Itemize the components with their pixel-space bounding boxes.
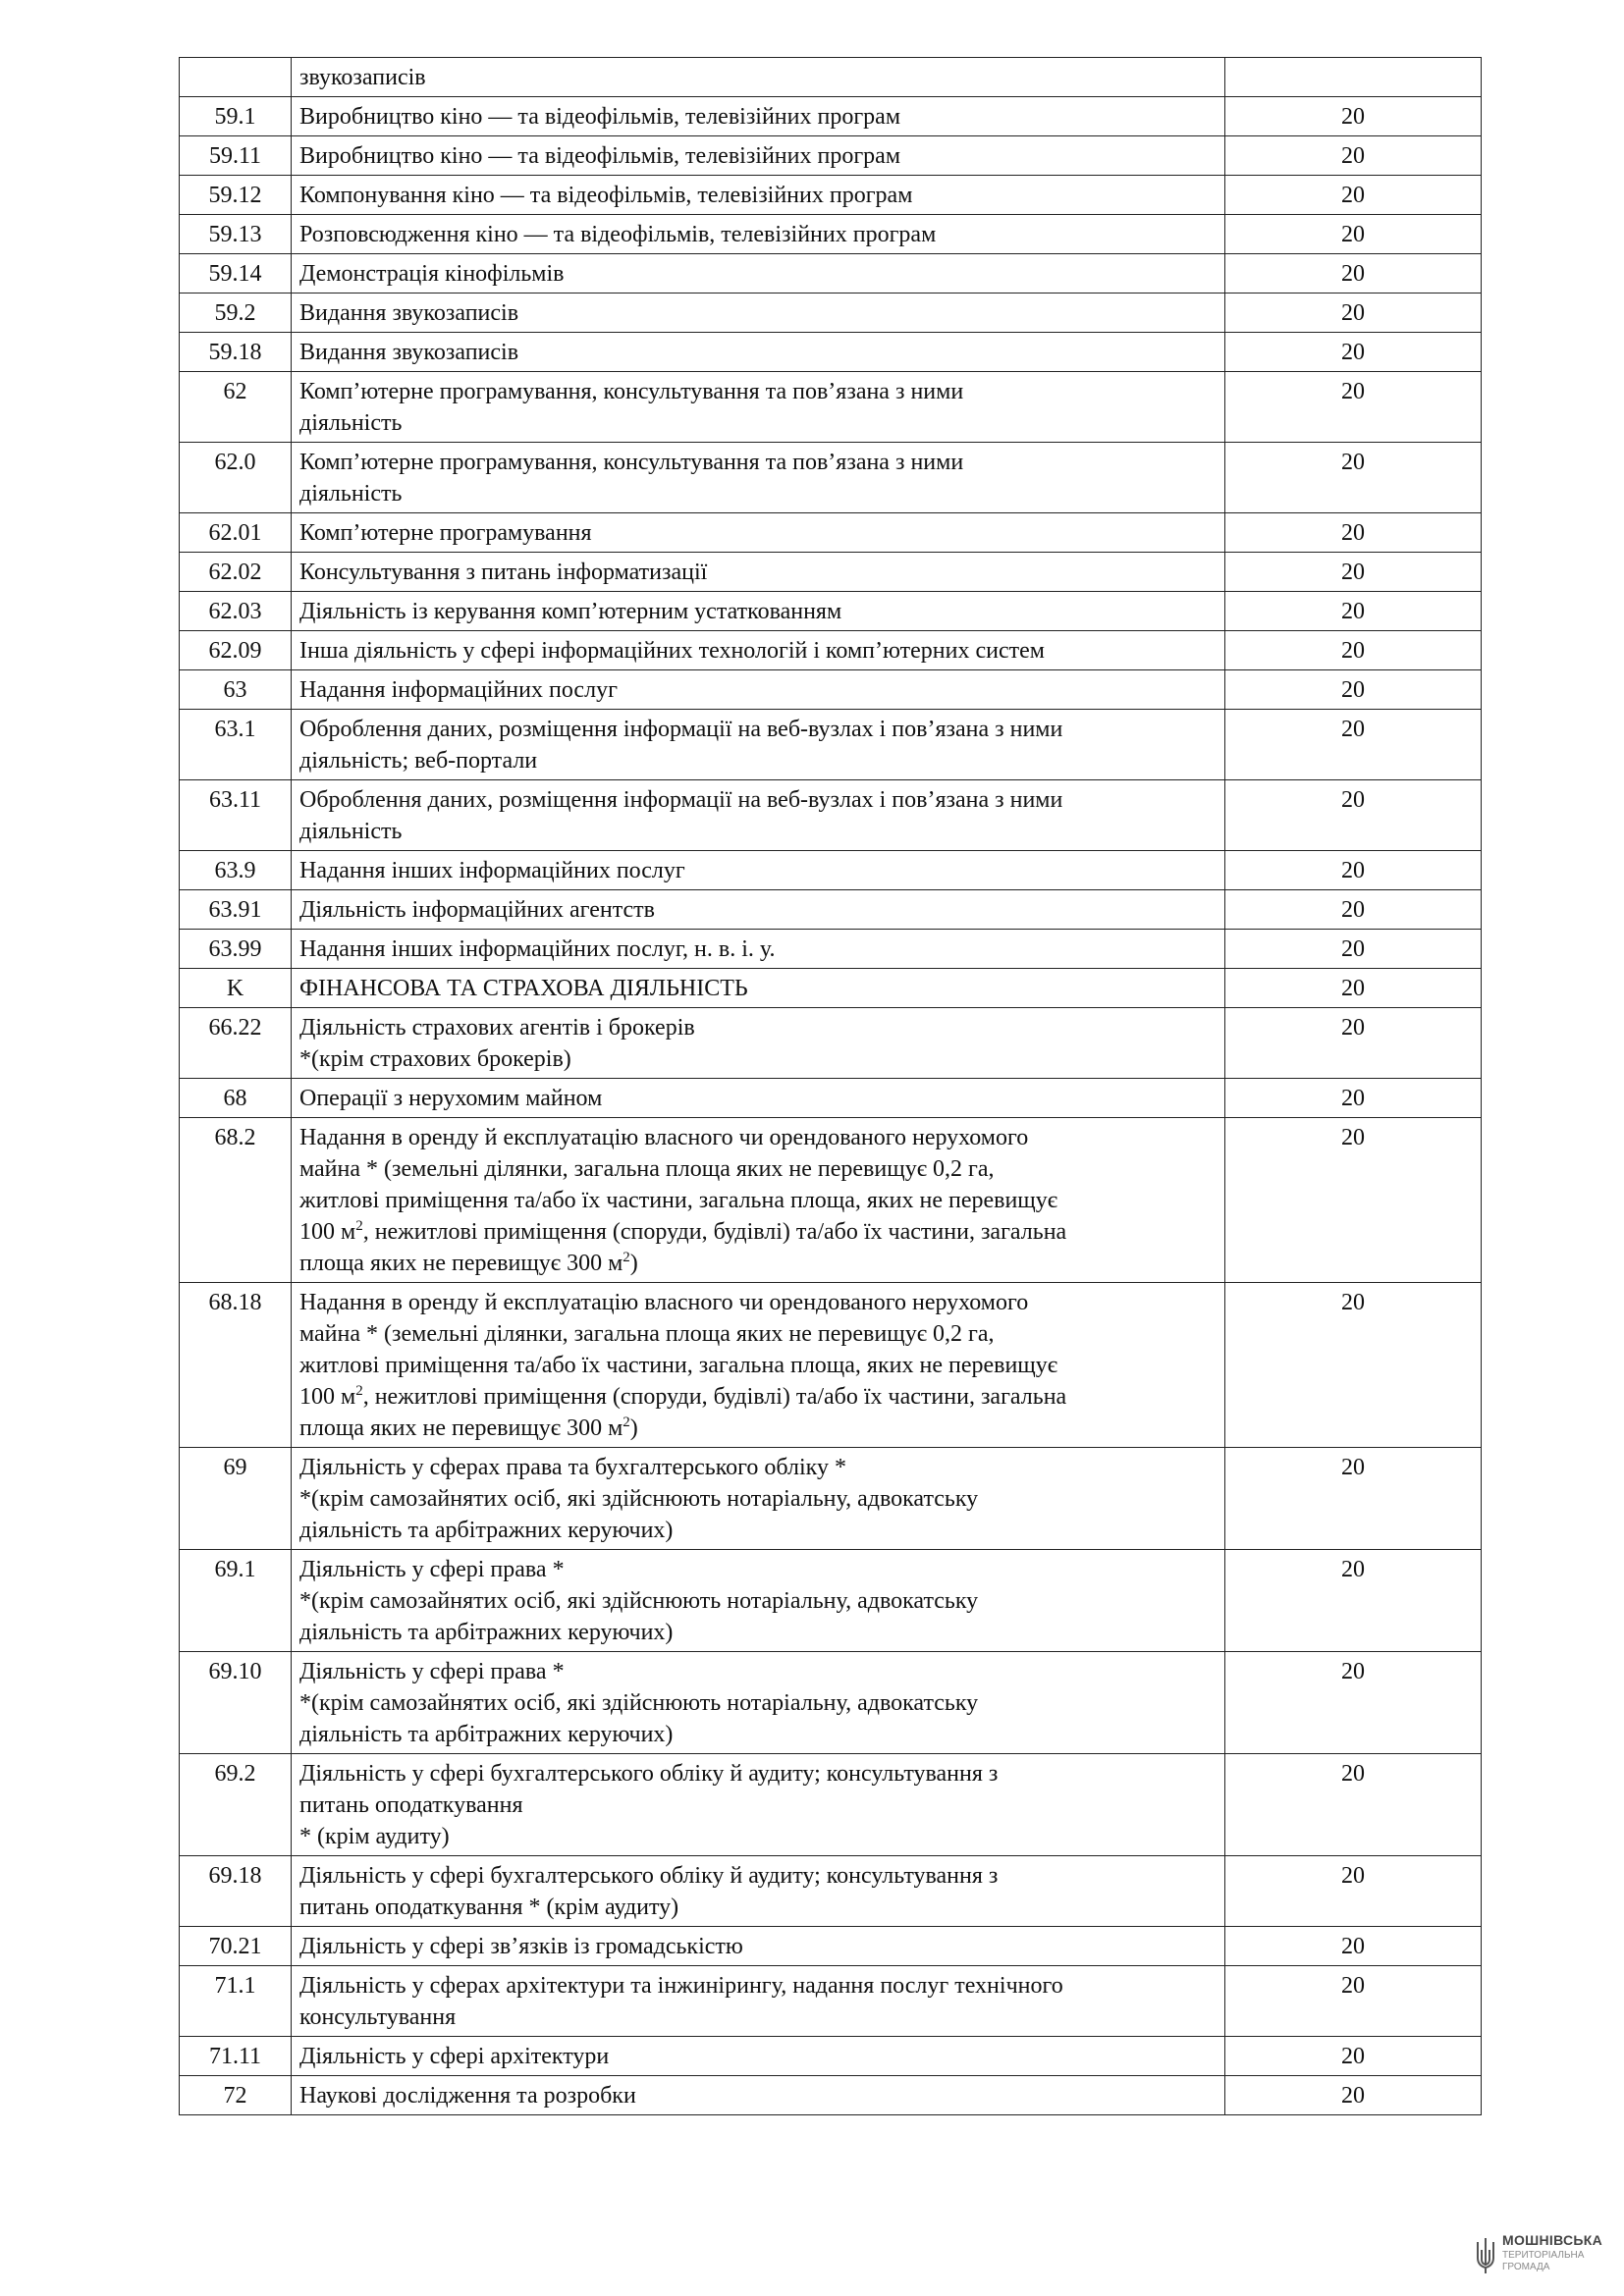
table-row	[180, 780, 1482, 851]
description-line: Діяльність у сфері архітектури	[299, 2044, 610, 2069]
superscript-2: 2	[623, 1415, 630, 1430]
activity-code: 59.1	[180, 97, 292, 136]
table-row	[180, 1283, 1482, 1448]
table-row	[180, 1966, 1482, 2037]
superscript-2: 2	[623, 1250, 630, 1265]
table-row	[180, 1079, 1482, 1118]
description-line: діяльність та арбітражних керуючих)	[299, 1518, 674, 1543]
activity-code: 70.21	[180, 1927, 292, 1966]
description-line: Надання в оренду й експлуатацію власного чи орендованого нерухомого	[299, 1125, 1029, 1150]
tax-rate: 20	[1225, 1754, 1482, 1856]
table-row	[180, 2037, 1482, 2076]
table-row	[180, 2076, 1482, 2115]
activity-description	[292, 513, 1225, 553]
activity-code: 68.2	[180, 1118, 292, 1283]
activity-description	[292, 136, 1225, 176]
description-line: Виробництво кіно — та відеофільмів, телевізійних програм	[299, 143, 901, 169]
activity-code: 71.11	[180, 2037, 292, 2076]
description-line: питань оподаткування * (крім аудиту)	[299, 1895, 679, 1920]
table-row	[180, 333, 1482, 372]
activity-code: 63.1	[180, 710, 292, 780]
activity-description	[292, 58, 1225, 97]
tax-rate: 20	[1225, 2037, 1482, 2076]
activity-code: 59.18	[180, 333, 292, 372]
tax-rate: 20	[1225, 294, 1482, 333]
description-line: Розповсюдження кіно — та відеофільмів, телевізійних програм	[299, 222, 937, 247]
table-row	[180, 930, 1482, 969]
tax-rate: 20	[1225, 372, 1482, 443]
activity-description	[292, 1754, 1225, 1856]
tax-rate	[1225, 58, 1482, 97]
activity-description	[292, 1927, 1225, 1966]
activity-code: 69.18	[180, 1856, 292, 1927]
table-row	[180, 670, 1482, 710]
description-line: діяльність	[299, 410, 403, 436]
activity-code: K	[180, 969, 292, 1008]
description-line: Надання інших інформаційних послуг, н. в. і. у.	[299, 936, 776, 962]
tax-rate: 20	[1225, 254, 1482, 294]
description-line: майна * (земельні ділянки, загальна площа яких не перевищує 0,2 га,	[299, 1156, 995, 1182]
activity-description	[292, 1652, 1225, 1754]
activity-description	[292, 2076, 1225, 2115]
tax-rate: 20	[1225, 780, 1482, 851]
activity-description	[292, 1079, 1225, 1118]
description-line: майна * (земельні ділянки, загальна площа яких не перевищує 0,2 га,	[299, 1321, 995, 1347]
table-row	[180, 215, 1482, 254]
table-body	[180, 58, 1482, 2115]
activity-code: 62.03	[180, 592, 292, 631]
description-line: Надання інформаційних послуг	[299, 677, 618, 703]
description-line: Демонстрація кінофільмів	[299, 261, 565, 287]
activity-description	[292, 1856, 1225, 1927]
activity-description	[292, 1008, 1225, 1079]
description-line: діяльність	[299, 481, 403, 507]
tax-rate: 20	[1225, 176, 1482, 215]
superscript-2: 2	[355, 1383, 363, 1399]
description-line: Операції з нерухомим майном	[299, 1086, 603, 1111]
tax-rate: 20	[1225, 136, 1482, 176]
table-row	[180, 443, 1482, 513]
activity-code: 63.9	[180, 851, 292, 890]
tax-rate: 20	[1225, 1448, 1482, 1550]
activity-code: 66.22	[180, 1008, 292, 1079]
activity-description	[292, 1550, 1225, 1652]
tax-rate: 20	[1225, 1550, 1482, 1652]
tax-rate: 20	[1225, 333, 1482, 372]
activity-description	[292, 333, 1225, 372]
tax-rate: 20	[1225, 592, 1482, 631]
table-row	[180, 1652, 1482, 1754]
activity-code: 63.11	[180, 780, 292, 851]
description-line: * (крім аудиту)	[299, 1824, 450, 1849]
activity-description	[292, 890, 1225, 930]
activity-description	[292, 969, 1225, 1008]
tax-rate: 20	[1225, 710, 1482, 780]
table-row	[180, 890, 1482, 930]
activity-description	[292, 930, 1225, 969]
logo-line-3: ГРОМАДА	[1502, 2262, 1550, 2272]
description-line: Діяльність страхових агентів і брокерів	[299, 1015, 695, 1041]
activity-description	[292, 553, 1225, 592]
activity-description	[292, 592, 1225, 631]
table-row	[180, 553, 1482, 592]
description-line: консультування	[299, 2004, 457, 2030]
description-line: *(крім самозайнятих осіб, які здійснюють нотаріальну, адвокатську	[299, 1690, 979, 1716]
activity-code: 59.2	[180, 294, 292, 333]
description-line: 100 $м^2$, нежитлові приміщення (споруди, будівлі) та/або їх частини, загальна	[299, 1383, 1067, 1410]
activity-code: 72	[180, 2076, 292, 2115]
description-line: Наукові дослідження та розробки	[299, 2083, 636, 2109]
tax-rate: 20	[1225, 1856, 1482, 1927]
activity-description	[292, 176, 1225, 215]
tax-rate: 20	[1225, 930, 1482, 969]
activity-description	[292, 97, 1225, 136]
table-row	[180, 592, 1482, 631]
activity-description	[292, 1283, 1225, 1448]
activity-description	[292, 710, 1225, 780]
table-row	[180, 1118, 1482, 1283]
tax-rate: 20	[1225, 1927, 1482, 1966]
description-line: житлові приміщення та/або їх частини, загальна площа, яких не перевищує	[299, 1353, 1058, 1378]
activity-description	[292, 1118, 1225, 1283]
activity-code: 62.01	[180, 513, 292, 553]
tax-rate: 20	[1225, 1008, 1482, 1079]
table-row	[180, 176, 1482, 215]
activity-description	[292, 372, 1225, 443]
activity-description	[292, 631, 1225, 670]
description-line: Виробництво кіно — та відеофільмів, телевізійних програм	[299, 104, 901, 130]
description-line: звукозаписів	[299, 65, 426, 90]
description-line: Консультування з питань інформатизації	[299, 560, 708, 585]
tax-rate: 20	[1225, 513, 1482, 553]
description-line: Діяльність інформаційних агентств	[299, 897, 655, 923]
activity-codes-table	[179, 57, 1482, 2115]
logo-line-1: МОШНІВСЬКА	[1502, 2232, 1603, 2248]
table-row	[180, 1550, 1482, 1652]
description-line: житлові приміщення та/або їх частини, загальна площа, яких не перевищує	[299, 1188, 1058, 1213]
description-line: Видання звукозаписів	[299, 340, 519, 365]
description-line: *(крім самозайнятих осіб, які здійснюють нотаріальну, адвокатську	[299, 1588, 979, 1614]
tax-rate: 20	[1225, 631, 1482, 670]
description-line: площа яких не перевищує 300 $м^2$)	[299, 1250, 638, 1276]
tax-rate: 20	[1225, 553, 1482, 592]
activity-code: 59.13	[180, 215, 292, 254]
activity-description	[292, 443, 1225, 513]
tax-rate: 20	[1225, 1118, 1482, 1283]
description-line: Компонування кіно — та відеофільмів, телевізійних програм	[299, 183, 913, 208]
description-line: Діяльність у сферах архітектури та інжинірингу, надання послуг технічного	[299, 1973, 1063, 1999]
activity-code: 62.02	[180, 553, 292, 592]
activity-description	[292, 780, 1225, 851]
table-row	[180, 710, 1482, 780]
activity-code: 63.91	[180, 890, 292, 930]
description-line: діяльність та арбітражних керуючих)	[299, 1620, 674, 1645]
description-line: Надання в оренду й експлуатацію власного чи орендованого нерухомого	[299, 1290, 1029, 1315]
activity-code: 59.11	[180, 136, 292, 176]
tax-rate: 20	[1225, 443, 1482, 513]
tax-rate: 20	[1225, 670, 1482, 710]
table-row	[180, 97, 1482, 136]
description-line: Діяльність у сферах права та бухгалтерського обліку *	[299, 1455, 846, 1480]
description-line: Інша діяльність у сфері інформаційних технологій і комп’ютерних систем	[299, 638, 1045, 664]
activity-code: 59.14	[180, 254, 292, 294]
community-logo	[1475, 2232, 1614, 2287]
description-line: діяльність; веб-портали	[299, 748, 538, 774]
description-line: Надання інших інформаційних послуг	[299, 858, 685, 883]
tax-rate: 20	[1225, 1652, 1482, 1754]
table-row	[180, 513, 1482, 553]
description-line: Видання звукозаписів	[299, 300, 519, 326]
tax-rate: 20	[1225, 97, 1482, 136]
table-row	[180, 58, 1482, 97]
tax-rate: 20	[1225, 1966, 1482, 2037]
table-row	[180, 631, 1482, 670]
activity-code: 63.99	[180, 930, 292, 969]
description-line: ФІНАНСОВА ТА СТРАХОВА ДІЯЛЬНІСТЬ	[299, 976, 748, 1001]
table-row	[180, 969, 1482, 1008]
activity-code: 62.09	[180, 631, 292, 670]
logo-line-2: ТЕРИТОРІАЛЬНА	[1502, 2250, 1585, 2261]
table-row	[180, 851, 1482, 890]
description-line: Діяльність у сфері бухгалтерського обліку й аудиту; консультування з	[299, 1863, 999, 1889]
activity-code: 71.1	[180, 1966, 292, 2037]
activity-code: 63	[180, 670, 292, 710]
table-row	[180, 1448, 1482, 1550]
activity-code: 69	[180, 1448, 292, 1550]
activity-code: 68	[180, 1079, 292, 1118]
activity-description	[292, 670, 1225, 710]
description-line: Діяльність у сфері права *	[299, 1659, 565, 1684]
description-line: Оброблення даних, розміщення інформації на веб-вузлах і пов’язана з ними	[299, 787, 1063, 813]
description-line: питань оподаткування	[299, 1792, 523, 1818]
table-row	[180, 372, 1482, 443]
activity-description	[292, 254, 1225, 294]
activity-description	[292, 2037, 1225, 2076]
table-row	[180, 136, 1482, 176]
description-line: *(крім самозайнятих осіб, які здійснюють нотаріальну, адвокатську	[299, 1486, 979, 1512]
description-line: діяльність	[299, 819, 403, 844]
description-line: Діяльність у сфері права *	[299, 1557, 565, 1582]
activity-description	[292, 851, 1225, 890]
activity-description	[292, 1966, 1225, 2037]
description-line: Діяльність у сфері зв’язків із громадськістю	[299, 1934, 743, 1959]
description-line: *(крім страхових брокерів)	[299, 1046, 571, 1072]
activity-code: 69.10	[180, 1652, 292, 1754]
description-line: Комп’ютерне програмування, консультування та пов’язана з ними	[299, 450, 964, 475]
tax-rate: 20	[1225, 1283, 1482, 1448]
table-row	[180, 294, 1482, 333]
activity-code: 69.2	[180, 1754, 292, 1856]
activity-description	[292, 294, 1225, 333]
description-line: Комп’ютерне програмування	[299, 520, 592, 546]
tax-rate: 20	[1225, 215, 1482, 254]
table-row	[180, 254, 1482, 294]
description-line: площа яких не перевищує 300 $м^2$)	[299, 1415, 638, 1441]
activity-description	[292, 215, 1225, 254]
table-row	[180, 1754, 1482, 1856]
activity-code: 62.0	[180, 443, 292, 513]
table-row	[180, 1856, 1482, 1927]
description-line: Діяльність у сфері бухгалтерського обліку й аудиту; консультування з	[299, 1761, 999, 1787]
activity-code: 68.18	[180, 1283, 292, 1448]
table-row	[180, 1008, 1482, 1079]
tax-rate: 20	[1225, 1079, 1482, 1118]
activity-description	[292, 1448, 1225, 1550]
activity-code	[180, 58, 292, 97]
tax-rate: 20	[1225, 851, 1482, 890]
activity-code: 62	[180, 372, 292, 443]
tax-rate: 20	[1225, 890, 1482, 930]
activity-code: 59.12	[180, 176, 292, 215]
description-line: Оброблення даних, розміщення інформації на веб-вузлах і пов’язана з ними	[299, 717, 1063, 742]
tax-rate: 20	[1225, 2076, 1482, 2115]
superscript-2: 2	[355, 1218, 363, 1234]
activity-code: 69.1	[180, 1550, 292, 1652]
description-line: 100 $м^2$, нежитлові приміщення (споруди, будівлі) та/або їх частини, загальна	[299, 1218, 1067, 1245]
description-line: діяльність та арбітражних керуючих)	[299, 1722, 674, 1747]
trident-icon	[1475, 2236, 1496, 2275]
tax-rate: 20	[1225, 969, 1482, 1008]
description-line: Комп’ютерне програмування, консультування та пов’язана з ними	[299, 379, 964, 404]
description-line: Діяльність із керування комп’ютерним устаткованням	[299, 599, 842, 624]
table-row	[180, 1927, 1482, 1966]
